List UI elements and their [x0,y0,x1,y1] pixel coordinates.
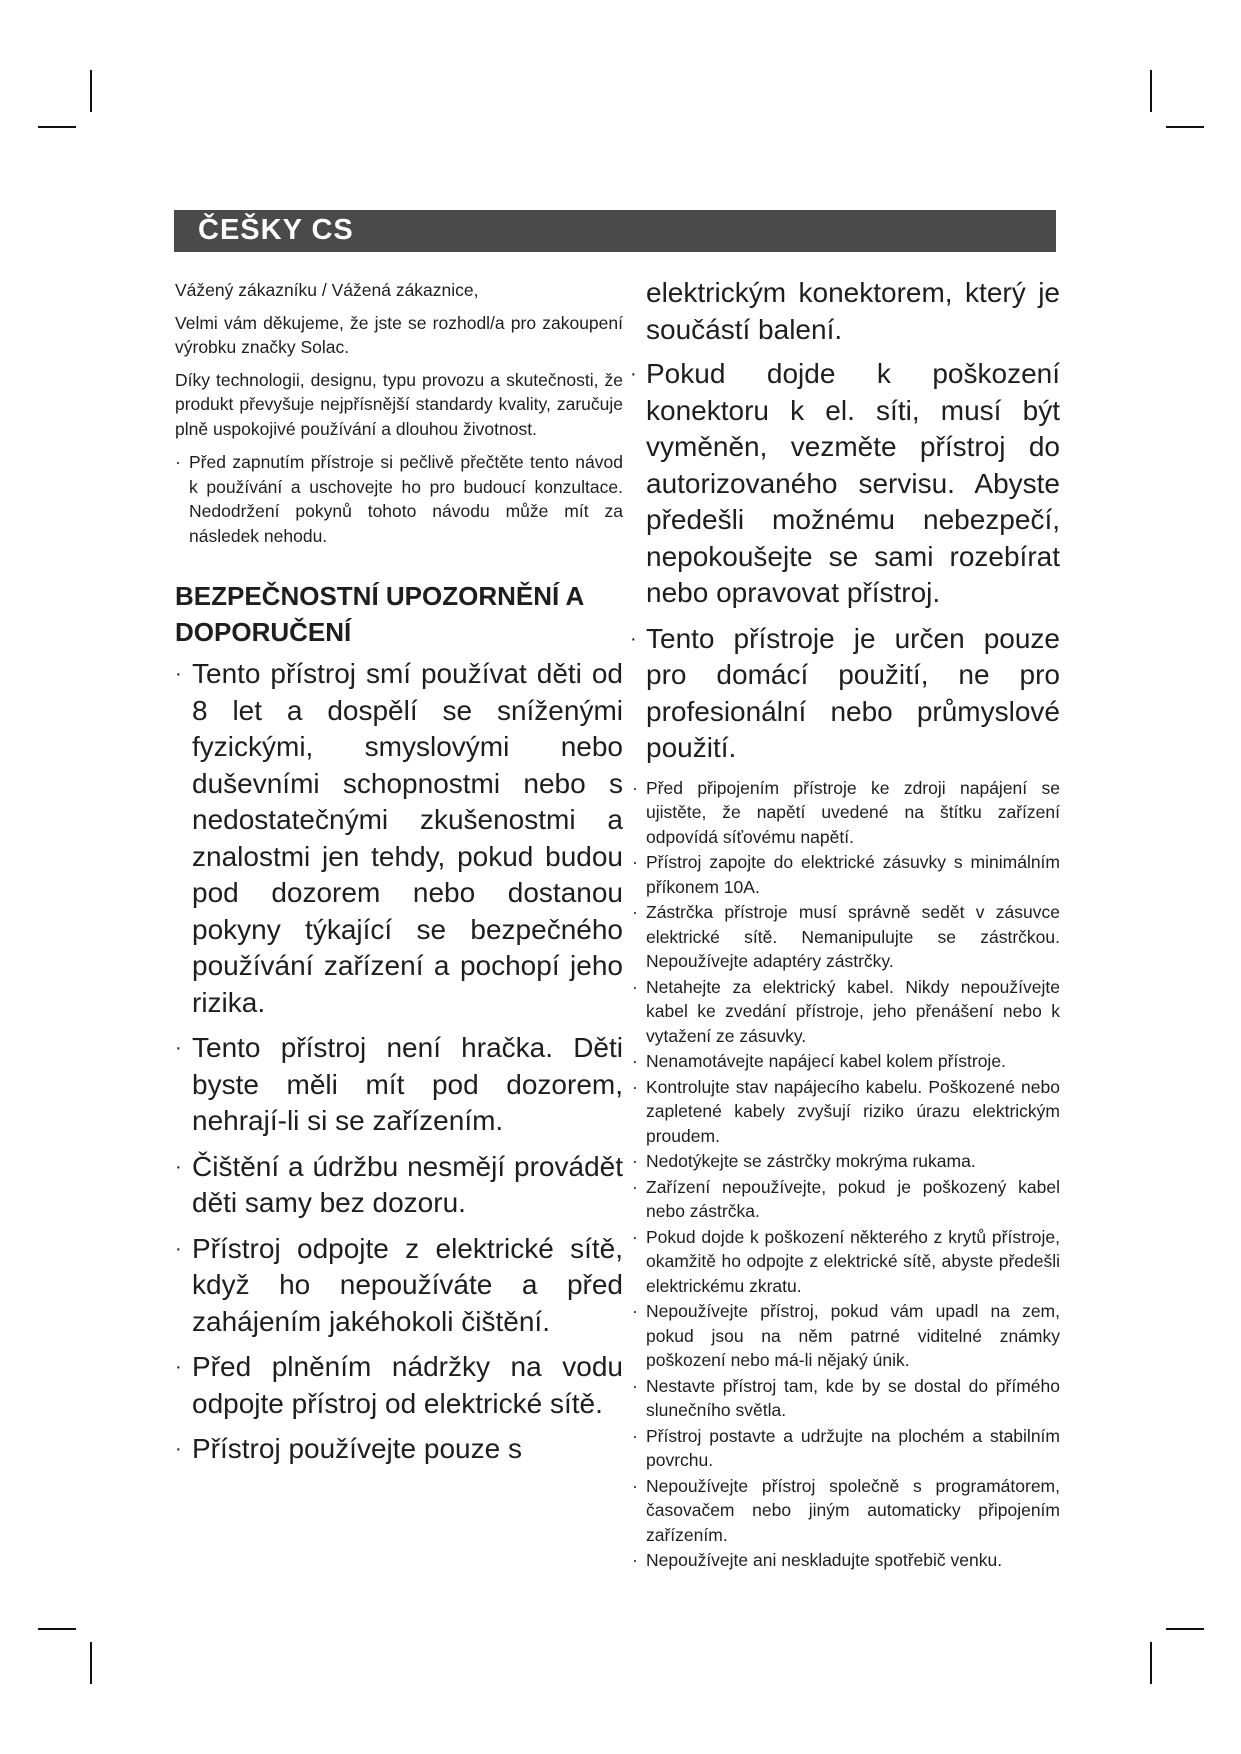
crop-mark [1166,126,1204,128]
list-item: · Tento přístroj není hračka. Děti byste měli mít pod dozorem, nehrají-li si se zařízením. [175,1032,623,1136]
right-column [630,275,1060,1574]
language-title: ČEŠKY CS [198,214,354,246]
list-item: · Přístroj používejte pouze s [175,1433,522,1464]
list-item: · Před připojením přístroje ke zdroji napájení se ujistěte, že napětí uvedené na štítku zařízení odpovídá síťovému napětí. [632,777,1060,847]
list-item-text: Nedotýkejte se zástrčky mokrýma rukama. [646,1151,976,1171]
list-item-text: Kontrolujte stav napájecího kabelu. Poškozené nebo zapletené kabely zvyšují riziko úrazu elektrickým proudem. [646,1076,1060,1146]
crop-mark [1166,1628,1204,1630]
thanks-paragraph: Velmi vám děkujeme, že jste se rozhodl/a pro zakoupení výrobku značky Solac. [175,312,623,357]
list-item: · Nedotýkejte se zástrčky mokrýma rukama. [632,1151,976,1171]
greeting: Vážený zákazníku / Vážená zákaznice, [175,280,479,300]
list-item: · Nepoužívejte přístroj společně s programátorem, časovačem nebo jiným automaticky připojením zařízením. [632,1475,1060,1545]
list-item-text: Přístroj postavte a udržujte na plochém a stabilním povrchu. [646,1425,1060,1470]
list-item-text: Před zapnutím přístroje si pečlivě přečtěte tento návod k používání a uschovejte ho pro budoucí konzultace. Nedodržení pokynů tohoto návodu může mít za následek nehodu. [189,452,623,546]
list-item-text: Čištění a údržbu nesmějí provádět děti samy bez dozoru. [192,1150,623,1218]
list-item: · Přístroj zapojte do elektrické zásuvky s minimálním příkonem 10A. [632,852,1060,897]
language-banner [174,210,1056,252]
list-item: · Před plněním nádržky na vodu odpojte přístroj od elektrické sítě. [175,1351,623,1419]
list-item-text: Nepoužívejte přístroj, pokud vám upadl na zem, pokud jsou na něm patrné viditelné známky poškození nebo má-li nějaký únik. [646,1301,1060,1370]
list-item-text: Nestavte přístroj tam, kde by se dostal do přímého slunečního světla. [646,1375,1060,1420]
list-item-text: Přístroj používejte pouze s [192,1433,522,1464]
list-item: · Tento přístroj smí používat děti od 8 let a dospělí se sníženými fyzickými, smyslovými nebo duševními schopnostmi nebo s nedostatečnými zkušenostmi a znalostmi jen tehdy, pokud budou pod dozorem nebo dostanou pokyny týkající se bezpečného používání zařízení a pochopí jeho rizika. [175,658,623,1018]
safety-heading: BEZPEČNOSTNÍ UPOZORNĚNÍ A DOPORUČENÍ [175,581,584,647]
crop-mark [1150,70,1152,112]
crop-mark [1150,1642,1152,1684]
list-item-text: Nepoužívejte přístroj společně s programátorem, časovačem nebo jiným automaticky připojením zařízením. [646,1475,1060,1545]
list-item-text: Tento přístroj smí používat děti od 8 let a dospělí se sníženými fyzickými, smyslovými nebo duševními schopnostmi nebo s nedostatečnými zkušenostmi a znalostmi jen tehdy, pokud budou pod dozorem nebo dostanou pokyny týkající se bezpečného používání zařízení a pochopí jeho rizika. [192,658,623,1018]
list-item-text: Před plněním nádržky na vodu odpojte přístroj od elektrické sítě. [192,1351,623,1419]
list-item-text: Zástrčka přístroje musí správně sedět v zásuvce elektrické sítě. Nemanipulujte se zástrčkou. Nepoužívejte adaptéry zástrčky. [646,902,1060,971]
list-item-text: Zařízení nepoužívejte, pokud je poškozený kabel nebo zástrčka. [646,1176,1060,1221]
list-item-text: Pokud dojde k poškození konektoru k el. síti, musí být vyměněn, vezměte přístroj do autorizovaného servisu. Abyste předešli možnému nebezpečí, nepokoušejte se sami rozebírat nebo opravovat přístroj. [646,358,1060,608]
list-item-text: Přístroj zapojte do elektrické zásuvky s minimálním příkonem 10A. [646,852,1060,897]
list-item: · Netahejte za elektrický kabel. Nikdy nepoužívejte kabel ke zvedání přístroje, jeho přenášení nebo k vytažení ze zásuvky. [632,976,1060,1046]
list-item: · Nepoužívejte ani neskladujte spotřebič venku. [632,1550,1003,1570]
list-item-text: Nenamotávejte napájecí kabel kolem přístroje. [646,1051,1006,1071]
left-column [175,278,623,1477]
crop-mark [90,70,92,112]
list-item-text: Přístroj odpojte z elektrické sítě, když ho nepoužíváte a před zahájením jakéhokoli čištění. [192,1232,623,1337]
continuation-paragraph: elektrickým konektorem, který je součástí balení. [646,277,1060,345]
list-item: · Nenamotávejte napájecí kabel kolem přístroje. [632,1051,1006,1071]
list-item: · Tento přístroje je určen pouze pro domácí použití, ne pro profesionální nebo průmyslové použití. [630,622,1060,763]
crop-mark [38,126,76,128]
list-item: · Zástrčka přístroje musí správně sedět v zásuvce elektrické sítě. Nemanipulujte se zástrčkou. Nepoužívejte adaptéry zástrčky. [632,902,1060,971]
list-item: · Pokud dojde k poškození konektoru k el. síti, musí být vyměněn, vezměte přístroj do autorizovaného servisu. Abyste předešli možnému nebezpečí, nepokoušejte se sami rozebírat nebo opravovat přístroj. [630,358,1060,608]
list-item: · Přístroj odpojte z elektrické sítě, když ho nepoužíváte a před zahájením jakéhokoli čištění. [175,1232,623,1337]
list-item: · Přístroj postavte a udržujte na plochém a stabilním povrchu. [632,1425,1060,1470]
crop-mark [90,1642,92,1684]
list-item-text: Netahejte za elektrický kabel. Nikdy nepoužívejte kabel ke zvedání přístroje, jeho přenášení nebo k vytažení ze zásuvky. [646,976,1060,1046]
list-item: · Kontrolujte stav napájecího kabelu. Poškozené nebo zapletené kabely zvyšují riziko úrazu elektrickým proudem. [632,1076,1060,1146]
list-item: · Pokud dojde k poškození některého z krytů přístroje, okamžitě ho odpojte z elektrické sítě, abyste předešli elektrickému zkratu. [632,1226,1060,1296]
list-item: · Před zapnutím přístroje si pečlivě přečtěte tento návod k používání a uschovejte ho pro budoucí konzultace. Nedodržení pokynů tohoto návodu může mít za následek nehodu. [175,452,623,546]
list-item: · Nestavte přístroj tam, kde by se dostal do přímého slunečního světla. [632,1375,1060,1420]
list-item-text: Pokud dojde k poškození některého z krytů přístroje, okamžitě ho odpojte z elektrické sítě, abyste předešli elektrickému zkratu. [646,1226,1060,1296]
list-item: · Nepoužívejte přístroj, pokud vám upadl na zem, pokud jsou na něm patrné viditelné známky poškození nebo má-li nějaký únik. [632,1301,1060,1370]
list-item-text: Nepoužívejte ani neskladujte spotřebič venku. [646,1550,1003,1570]
list-item-text: Tento přístroj není hračka. Děti byste měli mít pod dozorem, nehrají-li si se zařízením. [192,1032,623,1136]
list-item-text: Tento přístroje je určen pouze pro domácí použití, ne pro profesionální nebo průmyslové použití. [646,622,1060,763]
list-item-text: Před připojením přístroje ke zdroji napájení se ujistěte, že napětí uvedené na štítku zařízení odpovídá síťovému napětí. [646,777,1060,847]
intro-paragraph: Díky technologii, designu, typu provozu a skutečnosti, že produkt převyšuje nejpřísnější standardy kvality, zaručuje plně uspokojivé používání a dlouhou životnost. [175,369,623,439]
list-item: · Zařízení nepoužívejte, pokud je poškozený kabel nebo zástrčka. [632,1176,1060,1221]
list-item: · Čištění a údržbu nesmějí provádět děti samy bez dozoru. [175,1150,623,1218]
crop-mark [38,1628,76,1630]
